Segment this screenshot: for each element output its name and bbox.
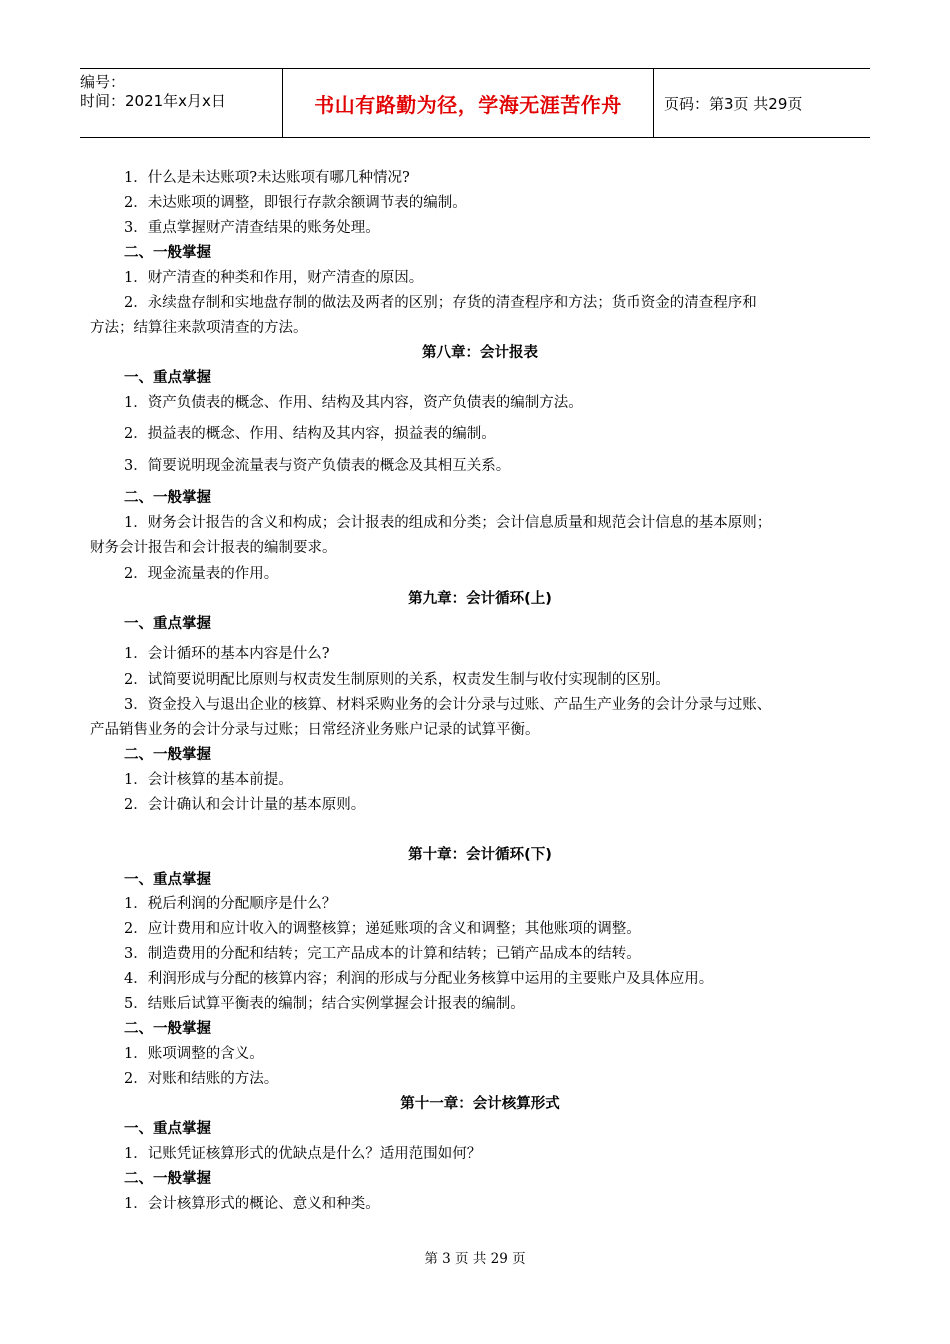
list-item: 1．账项调整的含义。 [124,1046,264,1062]
page-header [80,68,870,138]
document-number-label: 编号： [80,73,126,91]
list-item-continuation: 方法；结算往来款项清查的方法。 [90,320,308,336]
section-heading: 二、一般掌握 [124,1021,211,1037]
section-heading: 二、一般掌握 [124,245,211,261]
section-heading: 二、一般掌握 [124,490,211,506]
header-page-number: 页码：第3页 共29页 [664,94,803,113]
chapter-title: 第八章：会计报表 [422,345,538,361]
list-item-continuation: 财务会计报告和会计报表的编制要求。 [90,540,337,556]
list-item: 3．重点掌握财产清查结果的账务处理。 [124,220,380,236]
list-item: 2．永续盘存制和实地盘存制的做法及两者的区别；存货的清查程序和方法；货币资金的清查程序和 [124,295,757,311]
list-item: 2．未达账项的调整，即银行存款余额调节表的编制。 [124,195,467,211]
section-heading: 二、一般掌握 [124,1171,211,1187]
list-item: 2．对账和结账的方法。 [124,1071,279,1087]
section-heading: 二、一般掌握 [124,747,211,763]
list-item: 1．财产清查的种类和作用，财产清查的原因。 [124,270,424,286]
list-item: 1．会计核算形式的概论、意义和种类。 [124,1196,380,1212]
page-footer: 第 3 页 共 29 页 [424,1251,526,1267]
section-heading: 一、重点掌握 [124,872,211,888]
list-item: 5．结账后试算平衡表的编制；结合实例掌握会计报表的编制。 [124,996,525,1012]
list-item: 1．资产负债表的概念、作用、结构及其内容，资产负债表的编制方法。 [124,395,583,411]
header-motto: 书山有路勤为径，学海无涯苦作舟 [314,92,622,117]
header-meta [80,69,282,137]
list-item: 2．会计确认和会计计量的基本原则。 [124,797,366,813]
list-item: 4．利润形成与分配的核算内容；利润的形成与分配业务核算中运用的主要账户及具体应用。 [124,971,714,987]
section-heading: 一、重点掌握 [124,1121,211,1137]
list-item: 1．财务会计报告的含义和构成；会计报表的组成和分类；会计信息质量和规范会计信息的基本原则； [124,515,772,531]
document-date-label: 时间：2021年x月x日 [80,92,226,110]
section-heading: 一、重点掌握 [124,370,211,386]
list-item: 1．税后利润的分配顺序是什么？ [124,896,337,912]
list-item: 3．制造费用的分配和结转；完工产品成本的计算和结转；已销产品成本的结转。 [124,946,641,962]
list-item: 1．会计核算的基本前提。 [124,772,293,788]
list-item-continuation: 产品销售业务的会计分录与过账；日常经济业务账户记录的试算平衡。 [90,722,540,738]
list-item: 1．记账凭证核算形式的优缺点是什么？适用范围如何？ [124,1146,482,1162]
list-item: 2．现金流量表的作用。 [124,566,279,582]
section-heading: 一、重点掌握 [124,616,211,632]
list-item: 3．资金投入与退出企业的核算、材料采购业务的会计分录与过账、产品生产业务的会计分录与过账、 [124,697,772,713]
list-item: 1．什么是未达账项?未达账项有哪几种情况? [124,170,410,186]
chapter-title: 第九章：会计循环(上) [408,591,552,607]
chapter-title: 第十章：会计循环(下) [408,847,552,863]
list-item: 2．应计费用和应计收入的调整核算；递延账项的含义和调整；其他账项的调整。 [124,921,641,937]
list-item: 2．试简要说明配比原则与权责发生制原则的关系，权责发生制与收付实现制的区别。 [124,672,670,688]
list-item: 1．会计循环的基本内容是什么? [124,646,330,662]
list-item: 2．损益表的概念、作用、结构及其内容，损益表的编制。 [124,426,496,442]
header-page-cell [654,69,870,137]
chapter-title: 第十一章：会计核算形式 [400,1096,560,1112]
header-motto-cell [282,69,654,137]
list-item: 3．简要说明现金流量表与资产负债表的概念及其相互关系。 [124,458,511,474]
